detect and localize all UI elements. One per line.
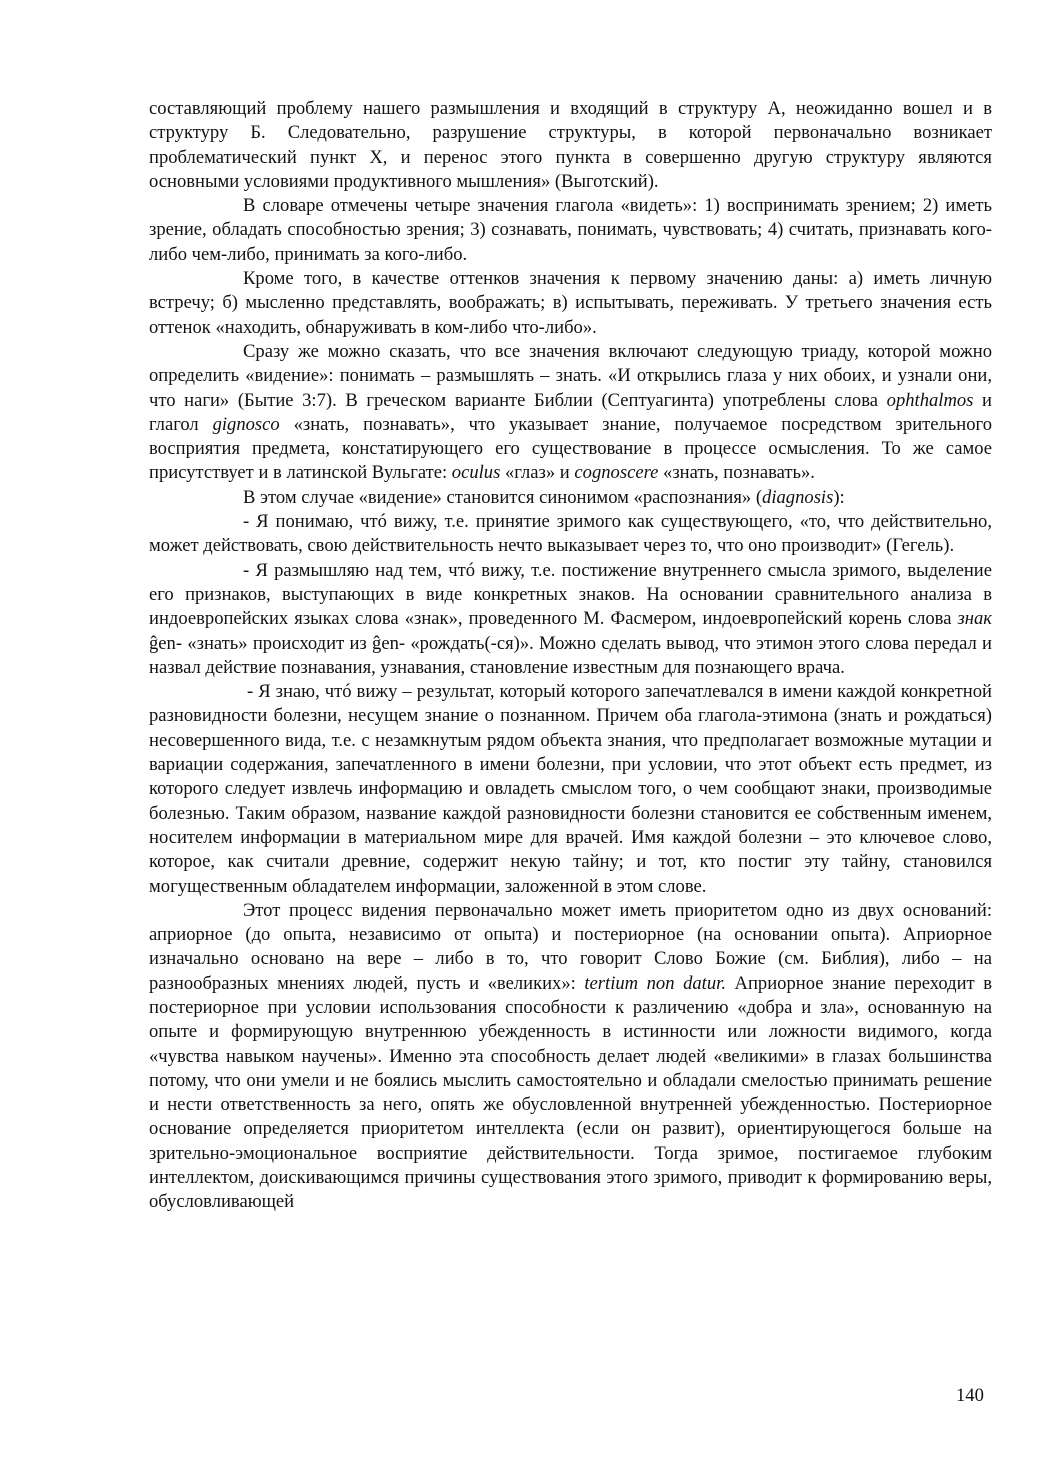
text-run: «знать, познавать», что указывает знание, получаемое посредством зрительного восприятия предмета, констатирующего его существование в процессе осмысления. То же самое присутствует и в латинской Вульгате: — [149, 413, 992, 484]
paragraph — [149, 340, 992, 486]
text-run: - Я размышляю над тем, чтó вижу, т.е. постижение внутреннего смысла зримого, выделение его признаков, выступающих в виде конкретных знаков. На основании сравнительного анализа в индоевропейских языках слова «знак», проведенного М. Фасмером, индоевропейский корень слова — [149, 559, 992, 630]
italic-term: tertium non datur. — [584, 972, 726, 994]
italic-term: oculus — [451, 462, 501, 484]
text-run: ): — [833, 486, 845, 508]
text-run: ĝen- «знать» происходит из ĝen- «рождать(-ся)». Можно сделать вывод, что этимон этого слова передал и назвал действие познавания, узнавания, становление известным для познающего врача. — [149, 632, 992, 678]
text-run: - Я знаю, чтó вижу – результат, который которого запечатлевался в имени каждой конкретной разновидности болезни, несущем знание о познанном. Причем оба глагола-этимона (знать и рождаться) несовершенного вида, т.е. с незамкнутым рядом объекта знания, что предполагает возможные мутации и вариации содержания, запечатленного в имени болезни, при условии, что этот объект есть предмет, из которого следует извлечь информацию и овладеть смыслом того, о чем сообщают знаки, производимые болезнью. Таким образом, название каждой разновидности болезни становится ее собственным именем, носителем информации в материальном мире для врачей. Имя каждой болезни – это ключевое слово, которое, как считали древние, содержит некую тайну; и тот, кто постиг эту тайну, становился могущественным обладателем информации, заложенной в этом слове. — [149, 681, 992, 897]
italic-term: cognoscere — [574, 462, 659, 484]
paragraph — [149, 559, 992, 680]
page-body — [149, 97, 992, 1215]
text-run: составляющий проблему нашего размышления и входящий в структуру А, неожиданно вошел и в структуру Б. Следовательно, разрушение структуры, в которой первоначально возникает проблематический пункт Х, и перенос этого пункта в совершенно другую структуру являются основными условиями продуктивного мышления» (Выготский). — [149, 98, 992, 192]
text-run: - Я понимаю, чтó вижу, т.е. принятие зримого как существующего, «то, что действительно, может действовать, свою действительность нечто выказывает через то, что оно производит» (Гегель). — [149, 511, 992, 557]
italic-term: gignosco — [212, 413, 280, 435]
italic-term: знак — [957, 608, 992, 630]
text-run: «знать, познавать». — [658, 462, 815, 484]
paragraph — [149, 899, 992, 1215]
text-run: Кроме того, в качестве оттенков значения к первому значению даны: а) иметь личную встречу; б) мысленно представлять, воображать; в) испытывать, переживать. У третьего значения есть оттенок «находить, обнаруживать в ком-либо что-либо». — [149, 268, 992, 338]
paragraph — [149, 97, 992, 194]
text-run: «глаз» и — [500, 462, 575, 484]
page-number: 140 — [956, 1385, 984, 1406]
paragraph — [149, 267, 992, 340]
paragraph — [149, 510, 992, 559]
text-run: В словаре отмечены четыре значения глагола «видеть»: 1) воспринимать зрением; 2) иметь зрение, обладать способностью зрения; 3) сознавать, понимать, чувствовать; 4) считать, признавать кого-либо чем-либо, принимать за кого-либо. — [149, 195, 992, 265]
italic-term: diagnosis — [762, 486, 834, 508]
text-run: В этом случае «видение» становится синонимом «распознания» ( — [243, 486, 763, 508]
text-run: Этот процесс видения первоначально может иметь приоритетом одно из двух оснований: априорное (до опыта, независимо от опыта) и постериорное (на основании опыта). Априорное изначально основано на вере – либо в то, что говорит Слово Божие (см. Библия), либо – на разнообразных мнениях людей, пусть и «великих»: — [149, 899, 992, 994]
paragraph — [149, 680, 992, 899]
italic-term: ophthalmos — [886, 389, 974, 411]
text-run: Сразу же можно сказать, что все значения включают следующую триаду, которой можно определить «видение»: понимать – размышлять – знать. «И открылись глаза у них обоих, и узнали они, что наги» (Бытие 3:7). В греческом варианте Библии (Септуагинта) употреблены слова — [149, 340, 992, 411]
paragraph — [149, 194, 992, 267]
text-run: и глагол — [149, 389, 992, 435]
text-run: Априорное знание переходит в постериорное при условии использования способности к различению «добра и зла», основанную на опыте и формирующую внутреннюю убежденность в истинности или ложности видимого, когда «чувства навыком научены». Именно эта способность делает людей «великими» в глазах большинства потому, что они умели и не боялись мыслить самостоятельно и обладали смелостью принимать решение и нести ответственность за него, опять же обусловленной внутренней убежденностью. Постериорное основание определяется приоритетом интеллекта (если он развит), ориентирующегося больше на зрительно-эмоциональное восприятие действительности. Тогда зримое, постигаемое глубоким интеллектом, доискивающимся причины существования этого зримого, приводит к формированию веры, обусловливающей — [149, 972, 993, 1213]
paragraph — [149, 486, 992, 510]
